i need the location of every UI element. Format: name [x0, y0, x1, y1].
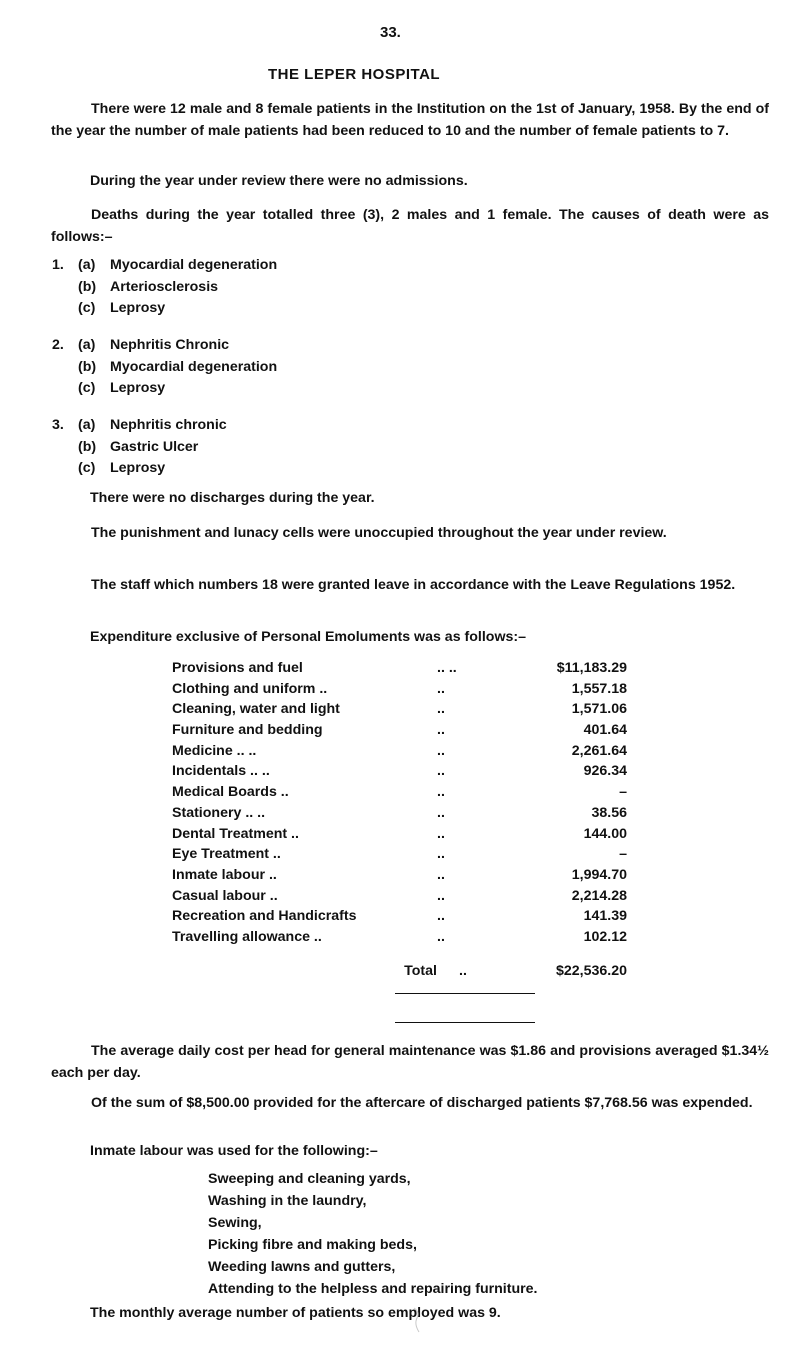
expense-amount: 1,571.06 [571, 701, 627, 718]
paragraph-cells: The punishment and lunacy cells were unoccupied throughout the year under review. [91, 525, 667, 541]
cause-row [52, 335, 277, 357]
cause-sub-label: (a) [78, 337, 96, 353]
list-item: Washing in the laundry, [208, 1193, 367, 1209]
table-row [172, 803, 702, 824]
total-label: Total [404, 962, 437, 979]
list-item: Sewing, [208, 1215, 262, 1231]
expense-label: Clothing and uniform .. [172, 680, 328, 697]
cause-text: Leprosy [110, 300, 166, 316]
table-row [172, 906, 702, 927]
expense-label: Cleaning, water and light [172, 701, 340, 718]
table-row [172, 782, 702, 803]
leader-dots: .. [437, 825, 445, 842]
cause-list-2 [52, 335, 277, 400]
expense-label: Incidentals .. .. [172, 763, 270, 780]
page-number: 33. [380, 24, 401, 41]
leader-dots: .. [437, 784, 445, 801]
expense-label: Casual labour .. [172, 887, 278, 904]
cause-number: 2. [52, 337, 64, 353]
paragraph-daily-cost: The average daily cost per head for general maintenance was $1.86 and provisions averaged $1.34½ each per day. [51, 1043, 769, 1081]
leader-dots: .. .. [437, 660, 457, 676]
leader-dots: .. [437, 804, 445, 821]
leader-dots: .. [437, 722, 445, 739]
table-row [172, 886, 702, 907]
leader-dots: .. [437, 763, 445, 780]
leader-dots: .. [437, 908, 445, 925]
cause-list-3 [52, 415, 227, 480]
total-rule-bottom [395, 1022, 535, 1023]
leader-dots: .. [437, 866, 445, 883]
expense-label: Furniture and bedding [172, 722, 323, 739]
cause-row [52, 437, 227, 459]
table-row [172, 720, 702, 741]
expense-label: Inmate labour .. [172, 866, 277, 883]
table-row [172, 865, 702, 886]
cause-sub-label: (a) [78, 257, 96, 273]
total-rule-top [395, 993, 535, 994]
cause-row [52, 255, 277, 277]
cause-number: 3. [52, 417, 64, 433]
cause-sub-label: (c) [78, 300, 96, 316]
expense-amount: 144.00 [583, 825, 627, 842]
expense-label: Provisions and fuel [172, 660, 303, 676]
list-item: Attending to the helpless and repairing furniture. [208, 1281, 538, 1297]
cause-sub-label: (a) [78, 417, 96, 433]
table-row [172, 658, 702, 679]
cause-sub-label: (b) [78, 278, 97, 295]
total-row [172, 960, 702, 982]
cause-row [52, 415, 227, 437]
leader-dots: .. [437, 928, 445, 945]
leader-dots: .. [437, 680, 445, 697]
paragraph-monthly-average: The monthly average number of patients so employed was 9. [90, 1305, 501, 1321]
cause-number: 1. [52, 257, 64, 273]
cause-sub-label: (b) [78, 438, 97, 455]
table-row [172, 927, 702, 948]
cause-text: Leprosy [110, 460, 166, 476]
expense-amount: – [619, 784, 627, 801]
list-item: Sweeping and cleaning yards, [208, 1171, 411, 1187]
expense-amount: 401.64 [583, 722, 627, 739]
cause-sub-label: (c) [78, 380, 96, 396]
expense-label: Medicine .. .. [172, 742, 257, 759]
table-row [172, 761, 702, 782]
cause-row [52, 277, 277, 299]
table-row [172, 824, 702, 845]
table-row [172, 699, 702, 720]
expense-amount: – [619, 846, 627, 863]
expense-label: Recreation and Handicrafts [172, 908, 357, 925]
labour-list [208, 1168, 538, 1300]
table-row [172, 844, 702, 865]
page-title: THE LEPER HOSPITAL [268, 66, 441, 83]
paragraph-discharges: There were no discharges during the year. [90, 490, 375, 506]
cause-list-1 [52, 255, 277, 320]
cause-text: Nephritis chronic [110, 417, 227, 433]
table-row [172, 679, 702, 700]
cause-text: Gastric Ulcer [110, 438, 199, 455]
total-amount: $22,536.20 [555, 962, 627, 979]
leader-dots: .. [437, 701, 445, 718]
cause-row [52, 378, 277, 400]
paragraph-staff-leave: The staff which numbers 18 were granted leave in accordance with the Leave Regulations 1952. [91, 577, 736, 593]
cause-text: Nephritis Chronic [110, 337, 230, 353]
expense-label: Dental Treatment .. [172, 825, 299, 842]
leader-dots: .. [437, 887, 445, 904]
expense-amount: 2,214.28 [571, 887, 627, 904]
cause-sub-label: (b) [78, 358, 97, 375]
expenditure-table [172, 658, 702, 982]
cause-row [52, 458, 227, 480]
expense-amount: 38.56 [591, 804, 627, 821]
cause-sub-label: (c) [78, 460, 96, 476]
cause-text: Myocardial degeneration [110, 358, 278, 375]
paragraph-aftercare: Of the sum of $8,500.00 provided for the aftercare of discharged patients $7,768.56 was expended. [91, 1095, 753, 1111]
list-item: Picking fibre and making beds, [208, 1237, 417, 1253]
paragraph-labour-intro: Inmate labour was used for the following:– [90, 1143, 378, 1159]
leader-dots: .. [437, 846, 445, 863]
expense-amount: 1,557.18 [571, 680, 627, 697]
expense-amount: 102.12 [583, 928, 627, 945]
expense-amount: 1,994.70 [571, 866, 627, 883]
expense-label: Stationery .. .. [172, 804, 266, 821]
paragraph-deaths: Deaths during the year totalled three (3), 2 males and 1 female. The causes of death were as follows:– [51, 207, 769, 245]
expense-amount: $11,183.29 [556, 660, 627, 676]
expense-amount: 2,261.64 [571, 742, 627, 759]
leader-dots: .. [459, 962, 467, 979]
expense-label: Travelling allowance .. [172, 928, 322, 945]
table-row [172, 741, 702, 762]
expense-amount: 926.34 [583, 763, 627, 780]
paragraph-admissions: During the year under review there were no admissions. [90, 173, 468, 189]
cause-row [52, 298, 277, 320]
leader-dots: .. [437, 742, 445, 759]
list-item: Weeding lawns and gutters, [208, 1259, 396, 1275]
expense-label: Medical Boards .. [172, 784, 289, 801]
cause-text: Arteriosclerosis [110, 278, 219, 295]
cause-row [52, 357, 277, 379]
cause-text: Leprosy [110, 380, 166, 396]
cause-text: Myocardial degeneration [110, 257, 278, 273]
paragraph-expenditure-intro: Expenditure exclusive of Personal Emoluments was as follows:– [90, 629, 527, 645]
expense-amount: 141.39 [583, 908, 627, 925]
expense-label: Eye Treatment .. [172, 846, 281, 863]
faint-pencil-mark [412, 1306, 422, 1336]
paragraph-patients: There were 12 male and 8 female patients in the Institution on the 1st of January, 1958. By the end of the year the number of male patients had been reduced to 10 and the number of female patients to 7. [51, 101, 769, 139]
